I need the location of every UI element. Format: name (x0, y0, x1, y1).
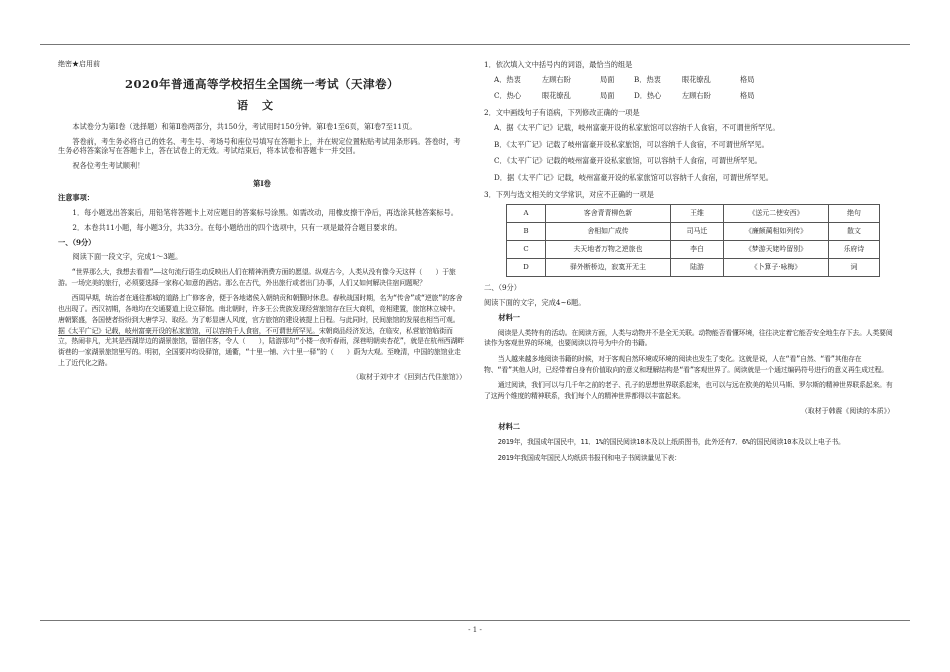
table-row (507, 241, 880, 259)
table-cell: 陆游 (671, 259, 724, 277)
question-stem: 1．依次填入文中括号内的词语，最恰当的组是 (484, 60, 633, 69)
q1-option-word: 格局 (740, 74, 755, 84)
question-stem: 2．文中画线句子有语病，下列修改正确的一项是 (484, 108, 640, 118)
material-paragraph: 通过阅读，我们可以与几千年之前的老子、孔子的思想世界联系起来，也可以与远在欧美的哈贝马斯、罗尔斯的精神世界联系起来。有了这两个维度的精神联系，我们每个人的精神世界都得以丰富起来。 (484, 381, 893, 401)
table-cell: 舍相如广成传 (546, 223, 671, 241)
page-number: - 1 - (468, 626, 482, 634)
material-paragraph: 2019年，我国成年国民中，11．1%的国民阅读10本及以上纸质图书，此外还有7．6%的国民阅读10本及以上电子书。 (497, 437, 845, 446)
table-cell: A (507, 205, 546, 223)
section-heading: 二、（9分） (484, 283, 521, 293)
top-rule (40, 44, 910, 45)
section-instruction: 阅读下面一段文字，完成1～3题。 (72, 252, 183, 262)
q1-option-label: B．热衷 (634, 74, 661, 84)
exam-title: 2020年普通高等学校招生全国统一考试（天津卷） (124, 77, 399, 92)
q1-option-word: 局面 (600, 91, 615, 101)
notes-heading: 注意事项： (58, 193, 94, 203)
material-source: （取材于韩震《阅读的本质》） (800, 406, 894, 415)
q1-option-label: C．热心 (494, 91, 522, 101)
q1-option-label: D．热心 (634, 91, 662, 101)
material-paragraph: 2019年我国成年国民人均纸质书报刊和电子书阅读量见下表： (497, 453, 681, 462)
passage-text: 西周早期，统治者在通往都城的道路上广修客舍，便于各地诸侯入朝纳贡和朝觐时休息。春秋战国时期，名为“传舍”或“逆旅”的客舍也出现了。西汉初期，各地均在交通要道上设立驿馆。南北朝时，许多王公贵族发现经营旅馆存在巨大商机，竞相建置，旅馆林立城中。唐朝繁盛，各国使者纷纷到大唐学习、取经。为了彰显唐人风度，官方旅馆的建设被提上日程。与此同时，民间旅馆的发展也相当可观。 (58, 294, 463, 324)
passage-source: （取材于刘中才《回到古代住旅馆》） (352, 373, 466, 382)
material-paragraph: 当人越来越多地阅读书籍的时候，对于客观自然环境或环境的阅读也发生了变化。这就是说，人在“看”自然、“看”其他存在物、“看”其他人时，已经带着自身有价值取向的意义和理解结构是“看”客观世界了。阅读就是一个通过编码符号进行的意义再生成过程。 (484, 355, 888, 374)
secret-label: 绝密★启用前 (58, 60, 100, 68)
q1-option-word: 左顾右盼 (542, 74, 571, 84)
intro-paragraph: 本试卷分为第Ⅰ卷（选择题）和第Ⅱ卷两部分，共150分，考试用时150分钟。第Ⅰ卷1至6页，第Ⅰ卷7至11页。 (72, 121, 417, 131)
section-heading: 一、（9分） (58, 237, 96, 247)
table-cell: D (507, 259, 546, 277)
material-two (484, 437, 894, 463)
q1-options-row (494, 91, 894, 101)
table-cell: 《梦游天姥吟留别》 (724, 241, 829, 259)
q2-option: D．据《太平广记》记载，岐州富豪开设的私家旅馆可以容纳千人食宿，可谓世所罕见。 (494, 173, 773, 183)
passage-text: 宋朝商品经济发达，在临安，私营旅馆临街而立，热闹非凡，尤其是西湖岸边的湖景旅馆，留宿住客，令人（ ），陆游那句“小楼一夜听春雨，深巷明朝卖杏花”，就是在杭州西湖畔街巷的一家湖景旅馆里写的。明初，全国要冲均设驿馆，通衢，“十里一铺、六十里一驿”的（ ）蔚为大观。至晚清，中国的旅馆业走上了近代化之路。 (58, 326, 464, 367)
underlined-sentence: 据《太平广记》记载，岐州富豪开设的私家旅馆，可以容纳千人食宿，不可谓世所罕见。 (58, 326, 319, 335)
table-cell: 乐府诗 (829, 241, 880, 259)
table-cell: C (507, 241, 546, 259)
table-cell: 《卜算子·咏梅》 (724, 259, 829, 277)
section-instruction: 阅读下面的文字，完成4~6题。 (484, 298, 586, 308)
material-heading: 材料一 (498, 312, 520, 322)
material-one (484, 328, 894, 402)
table-cell: 王维 (671, 205, 724, 223)
right-column (484, 60, 894, 468)
table-row (507, 259, 880, 277)
q1-option-word: 局面 (600, 74, 615, 84)
material-heading: 材料二 (498, 422, 520, 432)
intro-paragraph: 答卷前，考生务必将自己的姓名、考生号、考场号和座位号填写在答题卡上，并在规定位置粘贴考试用条形码。答卷时，考生务必将答案涂写在答题卡上，答在试卷上的无效。考试结束后，将本试卷和答题卡一并交回。 (58, 136, 461, 156)
passage-paragraph: “世界那么大，我想去看看”——这句流行语生动反映出人们在精神消费方面的愿望。纵观古今，人类从没有像今天这样（ ）于旅游。一场完美的旅行，必须要选择一家称心如意的酒店。那么在古代，外出旅行或者出门办事，人们又如何解决住宿问题呢？ (58, 267, 456, 287)
table-row (507, 205, 880, 223)
q2-option: B．《太平广记》记载了岐州富豪开设私家旅馆，可以容纳千人食宿，不可谓世所罕见。 (494, 139, 769, 149)
table-cell: 司马迁 (671, 223, 724, 241)
note-item: 1．每小题选出答案后，用铅笔将答题卡上对应题目的答案标号涂黑。如需改动，用橡皮擦干净后，再选涂其他答案标号。 (72, 208, 458, 218)
table-cell: 驿外断桥边，寂寞开无主 (546, 259, 671, 277)
material-paragraph: 阅读是人类特有的活动。在阅读方面，人类与动物并不是全无关联。动物能否看懂环境，往往决定着它能否安全地生存下去。人类要阅读作为客观世界的环境，也要阅读以符号为中介的书籍。 (484, 328, 893, 348)
table-row (507, 223, 880, 241)
q2-option: A．据《太平广记》记载，岐州富豪开设的私家旅馆可以容纳千人食宿，不可谓世所罕见。 (494, 122, 780, 132)
note-item: 2．本卷共11小题，每小题3分，共33分。在每小题给出的四个选项中，只有一项是最符合题目要求的。 (72, 222, 402, 232)
table-cell: 李白 (671, 241, 724, 259)
subject-title: 语文 (237, 98, 287, 112)
question-stem: 3．下列与选文相关的文学常识，对应不正确的一项是 (484, 189, 654, 199)
q1-option-word: 左顾右盼 (682, 91, 711, 101)
table-cell: 《送元二使安西》 (724, 205, 829, 223)
table-cell: 散文 (829, 223, 880, 241)
table-cell: 绝句 (829, 205, 880, 223)
q1-option-word: 格局 (740, 91, 755, 101)
q1-option-word: 眼花缭乱 (542, 91, 571, 101)
q1-option-word: 眼花缭乱 (682, 74, 711, 84)
q1-options-row (494, 75, 894, 85)
table-cell: 客舍青青柳色新 (546, 205, 671, 223)
passage-paragraph (58, 293, 466, 368)
left-column (58, 60, 466, 389)
q2-option: C．《太平广记》记载的岐州富豪开设私家旅馆，可以容纳千人食宿，可谓世所罕见。 (494, 156, 762, 166)
q1-option-label: A．热衷 (494, 74, 521, 84)
intro-paragraph: 祝各位考生考试顺利！ (72, 160, 145, 170)
table-cell: 夫天地者万物之逆旅也 (546, 241, 671, 259)
passage (58, 267, 466, 368)
volume-title: 第Ⅰ卷 (253, 178, 271, 188)
table-cell: 词 (829, 259, 880, 277)
bottom-rule (40, 620, 910, 621)
literature-table (506, 204, 880, 277)
table-cell: B (507, 223, 546, 241)
table-cell: 《廉颇蔺相如列传》 (724, 223, 829, 241)
